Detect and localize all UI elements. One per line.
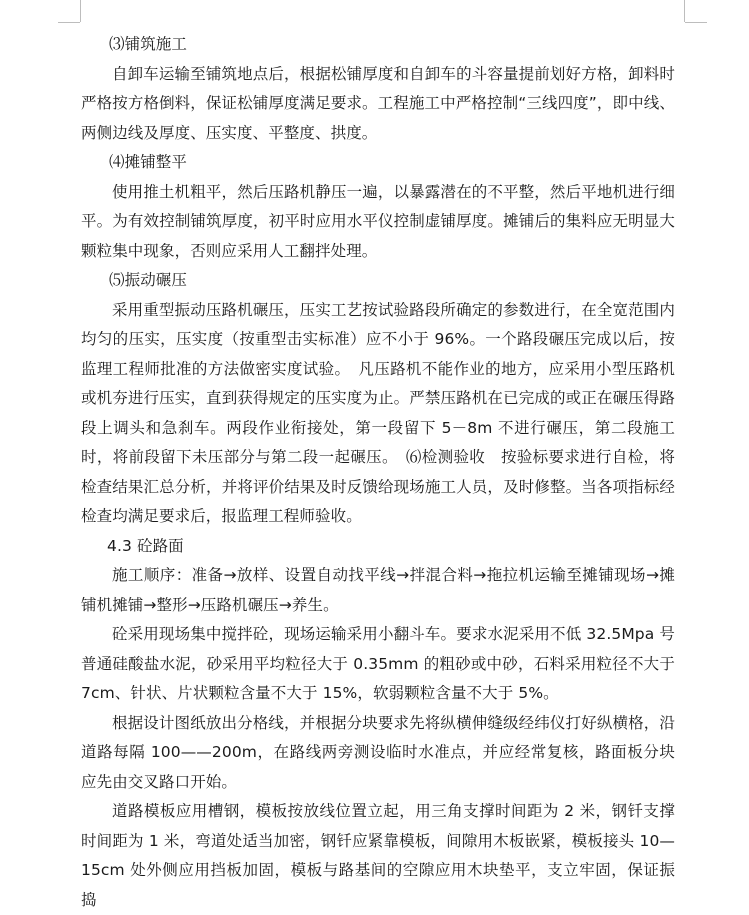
paragraph-grid: 根据设计图纸放出分格线，并根据分块要求先将纵横伸缝级经纬仪打好纵横格，沿道路每隔 100——200m，在路线两旁测设临时水准点，并应经常复核，路面板分块应先由交叉路口开始。	[81, 713, 675, 791]
paragraph-paving: 自卸车运输至铺筑地点后，根据松铺厚度和自卸车的斗容量提前划好方格，卸料时严格按方格倒料，保证松铺厚度满足要求。工程施工中严格控制“三线四度”，即中线、两侧边线及厚度、压实度、平整度、拱度。	[81, 64, 675, 142]
crop-mark-top-left	[80, 0, 81, 22]
paragraph-vibro-compaction: 采用重型振动压路机碾压，压实工艺按试验路段所确定的参数进行，在全宽范围内均匀的压实，压实度（按重型击实标准）应不小于 96%。一个路段碾压完成以后，按监理工程师批准的方法做密实度试验。 凡压路机不能作业的地方，应采用小型压路机或机夯进行压实，直到获得规定的压实度为止。严禁压路机在已完成的或正在碾压得路段上调头和急刹车。两段作业衔接处，第一段留下 5－8m 不进行碾压，第二段施工时，将前段留下未压部分与第二段一起碾压。 ⑹检测验收 按验标要求进行自检，将检查结果汇总分析，并将评价结果及时反馈给现场施工人员，及时修整。当各项指标经检查均满足要求后，报监理工程师验收。	[81, 300, 675, 525]
heading-vibro-compaction: ⑸振动碾压	[109, 271, 188, 289]
heading-concrete-pavement: 4.3 砼路面	[107, 536, 184, 555]
paragraph-formwork: 道路模板应用槽钢，模板按放线位置立起，用三角支撑时间距为 2 米，钢钎支撑时间距为 1 米，弯道处适当加密，钢钎应紧靠模板，间隙用木板嵌紧，模板接头 10—15cm 处外侧应用挡板加固，模板与路基间的空隙应用木块垫平，支立牢固，保证振捣	[81, 802, 675, 909]
paragraph-spreading: 使用推土机粗平，然后压路机静压一遍，以暴露潜在的不平整，然后平地机进行细平。为有效控制铺筑厚度，初平时应用水平仪控制虚铺厚度。摊铺后的集料应无明显大颗粒集中现象，否则应采用人工翻拌处理。	[81, 182, 675, 260]
document-body	[81, 30, 675, 915]
heading-paving: ⑶铺筑施工	[109, 35, 188, 53]
paragraph-sequence: 施工顺序：准备→放样、设置自动找平线→拌混合料→拖拉机运输至摊铺现场→摊铺机摊铺→整形→压路机碾压→养生。	[81, 566, 675, 614]
paragraph-mix: 砼采用现场集中搅拌砼，现场运输采用小翻斗车。要求水泥采用不低 32.5Mpa 号普通硅酸盐水泥，砂采用平均粒径大于 0.35mm 的粗砂或中砂，石料采用粒径不大于 7cm、针状、片状颗粒含量不大于 15%，软弱颗粒含量不大于 5%。	[81, 625, 675, 702]
crop-mark-top-right	[684, 0, 685, 22]
crop-mark-top-right-horizontal	[685, 22, 707, 23]
heading-spreading: ⑷摊铺整平	[109, 153, 188, 171]
crop-mark-top-left-horizontal	[58, 22, 80, 23]
